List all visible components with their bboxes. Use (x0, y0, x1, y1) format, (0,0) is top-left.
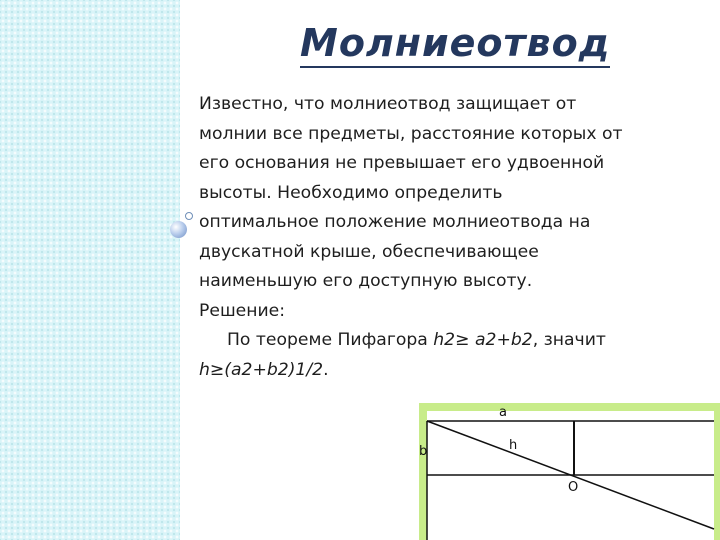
label-a: a (499, 405, 507, 420)
theorem-line (199, 326, 704, 356)
slide-body-text (199, 90, 704, 385)
bullet-small-circle-icon (185, 212, 193, 220)
theorem-formula: h2≥ a2+b2 (433, 330, 533, 350)
title-underline (300, 66, 610, 68)
roof-diagram-svg (419, 403, 720, 540)
bullet-sphere-icon (170, 221, 187, 238)
label-h: h (509, 438, 518, 453)
paragraph-line: двускатной крыше, обеспечивающее (199, 241, 539, 262)
result-period: . (323, 359, 329, 380)
decorative-side-panel (0, 0, 180, 540)
paragraph-line: Известно, что молниеотвод защищает от (199, 94, 577, 114)
slide-title: Молниеотвод (300, 21, 611, 65)
theorem-prefix: По теореме Пифагора (227, 330, 434, 350)
paragraph-line: его основания не превышает его удвоенной (199, 153, 605, 173)
paragraph-line: оптимальное положение молниеотвода на (199, 212, 591, 232)
paragraph-line: наименьшую его доступную высоту. (199, 271, 533, 291)
solution-label: Решение: (199, 300, 286, 321)
paragraph-line: молнии все предметы, расстояние которых от (199, 123, 623, 144)
result-formula: h≥(a2+b2)1/2 (199, 359, 324, 380)
label-b: b (419, 444, 428, 459)
roof-diagram (419, 403, 720, 540)
label-o: O (568, 480, 579, 495)
paragraph-line: высоты. Необходимо определить (199, 182, 503, 203)
result-line (199, 356, 704, 386)
theorem-suffix: , значит (532, 330, 606, 350)
